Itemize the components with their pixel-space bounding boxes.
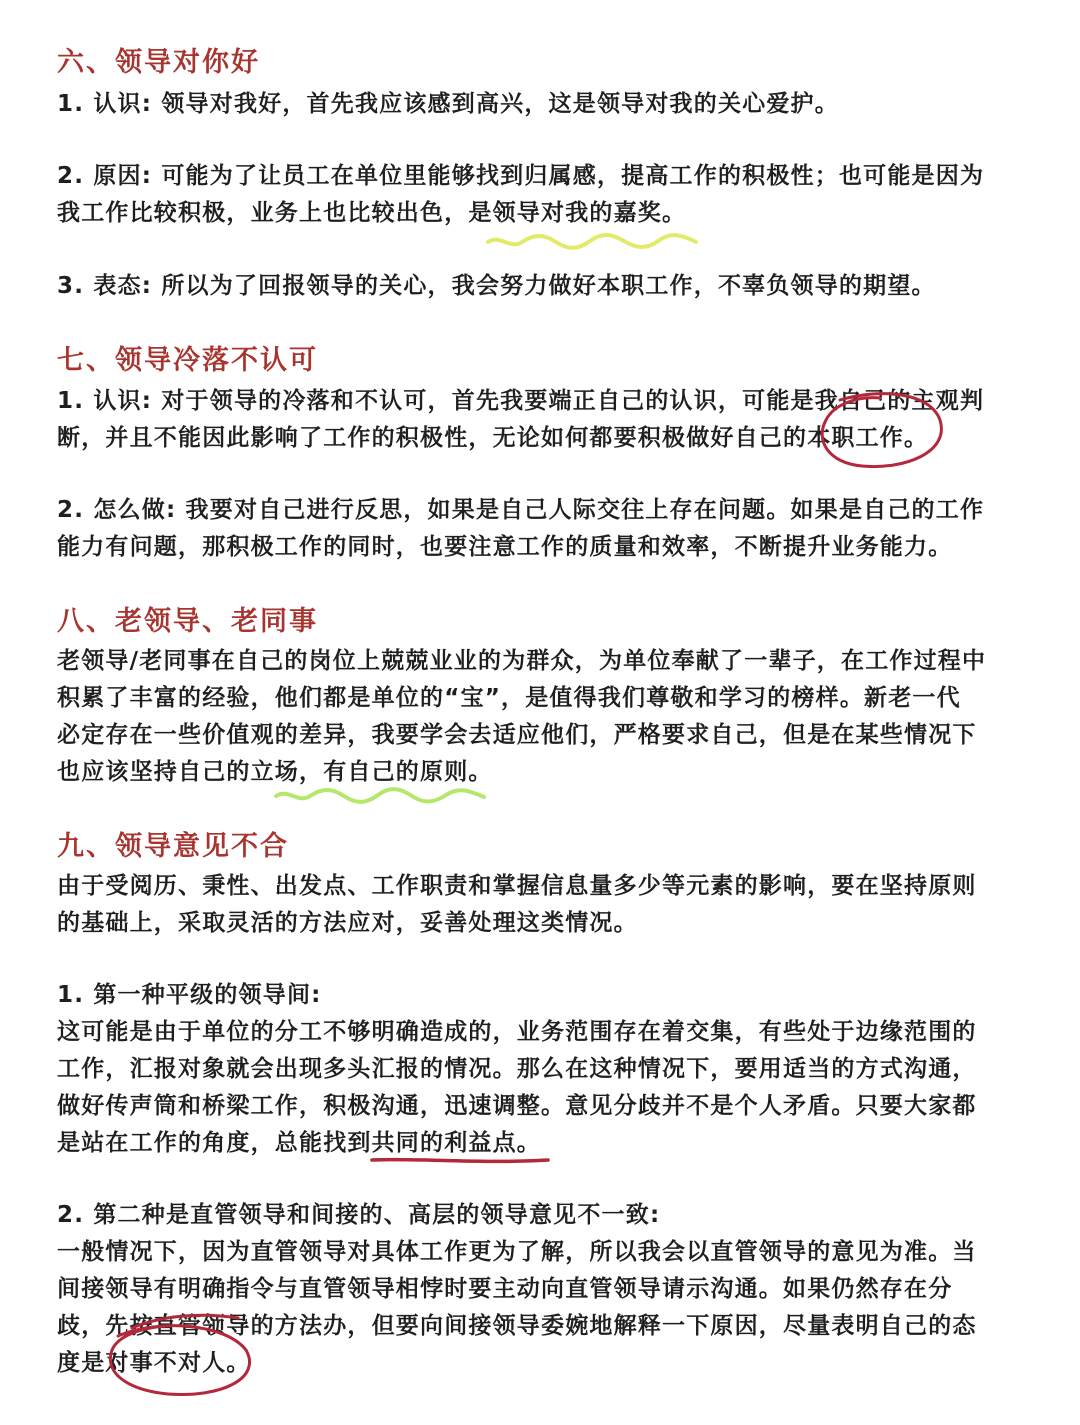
green-squiggle-underline: [276, 789, 484, 802]
section-nine-intro-line-1: 由于受阅历、秉性、出发点、工作职责和掌握信息量多少等元素的影响，要在坚持原则: [57, 873, 977, 899]
section-nine-sub2-line-1: 一般情况下，因为直管领导对具体工作更为了解，所以我会以直管领导的意见为准。当: [57, 1239, 977, 1265]
section-nine-subtitle-1: 1. 第一种平级的领导间:: [57, 982, 322, 1008]
section-seven-paragraph-2-line-2: 能力有问题，那积极工作的同时，也要注意工作的质量和效率，不断提升业务能力。: [57, 534, 953, 560]
section-heading-six: 六、领导对你好: [57, 47, 260, 78]
section-nine-sub2-line-4: 度是对事不对人。: [57, 1350, 251, 1376]
section-eight-line-4: 也应该坚持自己的立场，有自己的原则。: [57, 759, 493, 785]
section-seven-paragraph-1-line-2: 断，并且不能因此影响了工作的积极性，无论如何都要积极做好自己的本职工作。: [57, 425, 929, 451]
section-seven-paragraph-1-line-1: 1. 认识: 对于领导的冷落和不认可，首先我要端正自己的认识，可能是我自己的主观判: [57, 388, 985, 414]
section-six-paragraph-3: 3. 表态: 所以为了回报领导的关心，我会努力做好本职工作，不辜负领导的期望。: [57, 273, 936, 299]
section-six-paragraph-2-line-2: 我工作比较积极，业务上也比较出色，是领导对我的嘉奖。: [57, 200, 687, 226]
section-nine-subtitle-2: 2. 第二种是直管领导和间接的、高层的领导意见不一致:: [57, 1202, 661, 1228]
section-eight-line-3: 必定存在一些价值观的差异，我要学会去适应他们，严格要求自己，但是在某些情况下: [57, 722, 977, 748]
section-eight-line-2: 积累了丰富的经验，他们都是单位的“宝”，是值得我们尊敬和学习的榜样。新老一代: [57, 685, 961, 711]
section-nine-sub1-line-2: 工作，汇报对象就会出现多头汇报的情况。那么在这种情况下，要用适当的方式沟通，: [57, 1056, 977, 1082]
section-nine-sub2-line-2: 间接领导有明确指令与直管领导相悖时要主动向直管领导请示沟通。如果仍然存在分: [57, 1276, 953, 1302]
section-seven-paragraph-2-line-1: 2. 怎么做: 我要对自己进行反思，如果是自己人际交往上存在问题。如果是自己的工作: [57, 497, 985, 523]
section-nine-sub1-line-1: 这可能是由于单位的分工不够明确造成的，业务范围存在着交集，有些处于边缘范围的: [57, 1019, 977, 1045]
section-eight-line-1: 老领导/老同事在自己的岗位上兢兢业业的为群众，为单位奉献了一辈子，在工作过程中: [57, 648, 987, 674]
section-heading-seven: 七、领导冷落不认可: [57, 345, 318, 376]
section-six-paragraph-2-line-1: 2. 原因: 可能为了让员工在单位里能够找到归属感，提高工作的积极性；也可能是因为: [57, 163, 985, 189]
section-heading-eight: 八、老领导、老同事: [57, 606, 318, 637]
section-six-paragraph-1: 1. 认识: 领导对我好，首先我应该感到高兴，这是领导对我的关心爱护。: [57, 91, 839, 117]
section-heading-nine: 九、领导意见不合: [57, 831, 289, 862]
section-nine-sub1-line-3: 做好传声筒和桥梁工作，积极沟通，迅速调整。意见分歧并不是个人矛盾。只要大家都: [57, 1093, 977, 1119]
section-nine-sub1-line-4: 是站在工作的角度，总能找到共同的利益点。: [57, 1130, 541, 1156]
yellow-squiggle-underline: [488, 235, 696, 248]
section-nine-intro-line-2: 的基础上，采取灵活的方法应对，妥善处理这类情况。: [57, 910, 638, 936]
section-nine-sub2-line-3: 歧，先按直管领导的方法办，但要向间接领导委婉地解释一下原因，尽量表明自己的态: [57, 1313, 977, 1339]
